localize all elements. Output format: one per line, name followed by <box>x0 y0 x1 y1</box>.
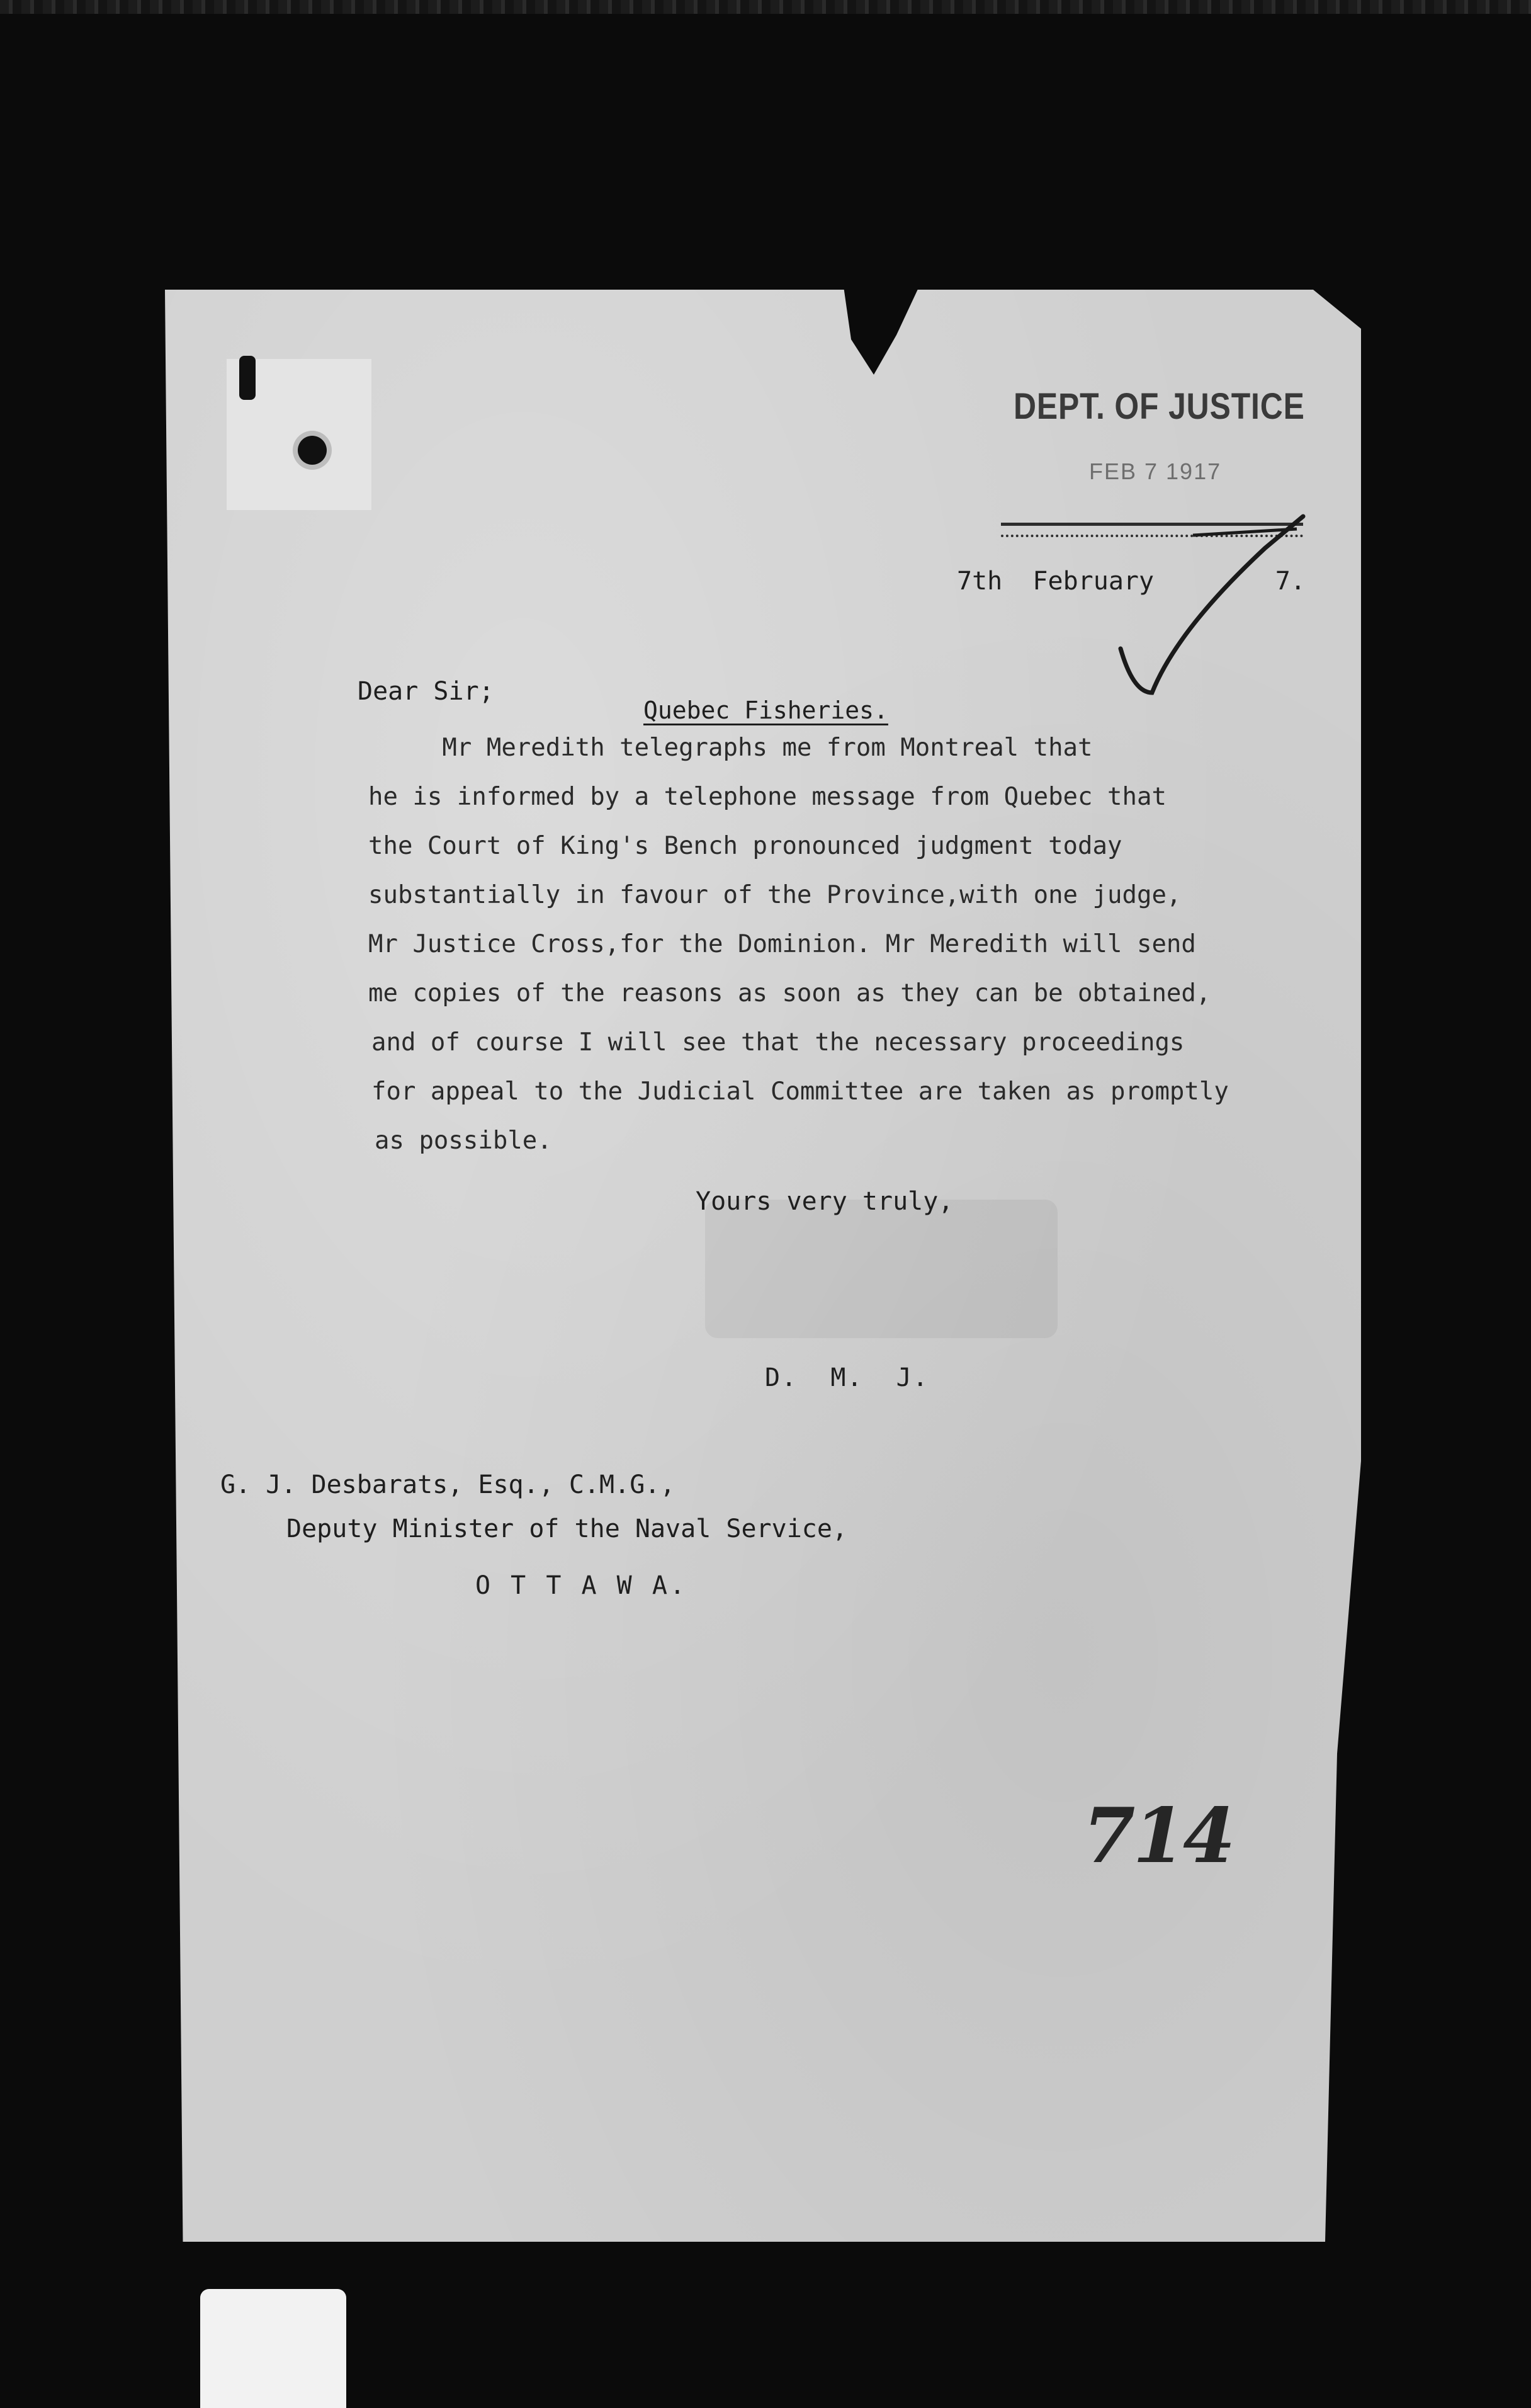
salutation: Dear Sir; <box>358 677 494 706</box>
signature-initials: D. M. J. <box>765 1363 929 1392</box>
letter-date: 7th February 7. <box>957 567 1306 596</box>
faint-watermark <box>705 1200 1058 1338</box>
recipient-city: O T T A W A. <box>475 1571 687 1600</box>
tear-mark <box>239 356 256 400</box>
body-line: and of course I will see that the necessary proceedings <box>371 1028 1185 1057</box>
body-line: substantially in favour of the Province,with one judge, <box>368 881 1182 909</box>
body-line: Mr Justice Cross,for the Dominion. Mr Meredith will send <box>368 930 1196 958</box>
body-line: as possible. <box>375 1127 552 1155</box>
body-line: for appeal to the Judicial Committee are taken as promptly <box>371 1077 1229 1106</box>
recipient-name: G. J. Desbarats, Esq., C.M.G., <box>220 1470 675 1499</box>
recipient-title: Deputy Minister of the Naval Service, <box>286 1514 848 1543</box>
file-number: 714 <box>1083 1792 1233 1880</box>
body-line: Mr Meredith telegraphs me from Montreal that <box>368 734 1093 762</box>
body-line: me copies of the reasons as soon as they can be obtained, <box>368 979 1211 1008</box>
body-line: he is informed by a telephone message from Quebec that <box>368 783 1167 811</box>
checkmark-icon <box>1108 504 1316 712</box>
film-edge <box>0 0 1531 14</box>
bottom-tab <box>200 2289 346 2408</box>
letter-subject: Quebec Fisheries. <box>643 696 888 724</box>
punch-hole <box>298 436 327 465</box>
department-stamp: DEPT. OF JUSTICE <box>1014 386 1305 427</box>
body-line: the Court of King's Bench pronounced judgment today <box>368 832 1122 860</box>
stamp-date: FEB 7 1917 <box>1089 458 1222 484</box>
closing: Yours very truly, <box>696 1187 954 1216</box>
